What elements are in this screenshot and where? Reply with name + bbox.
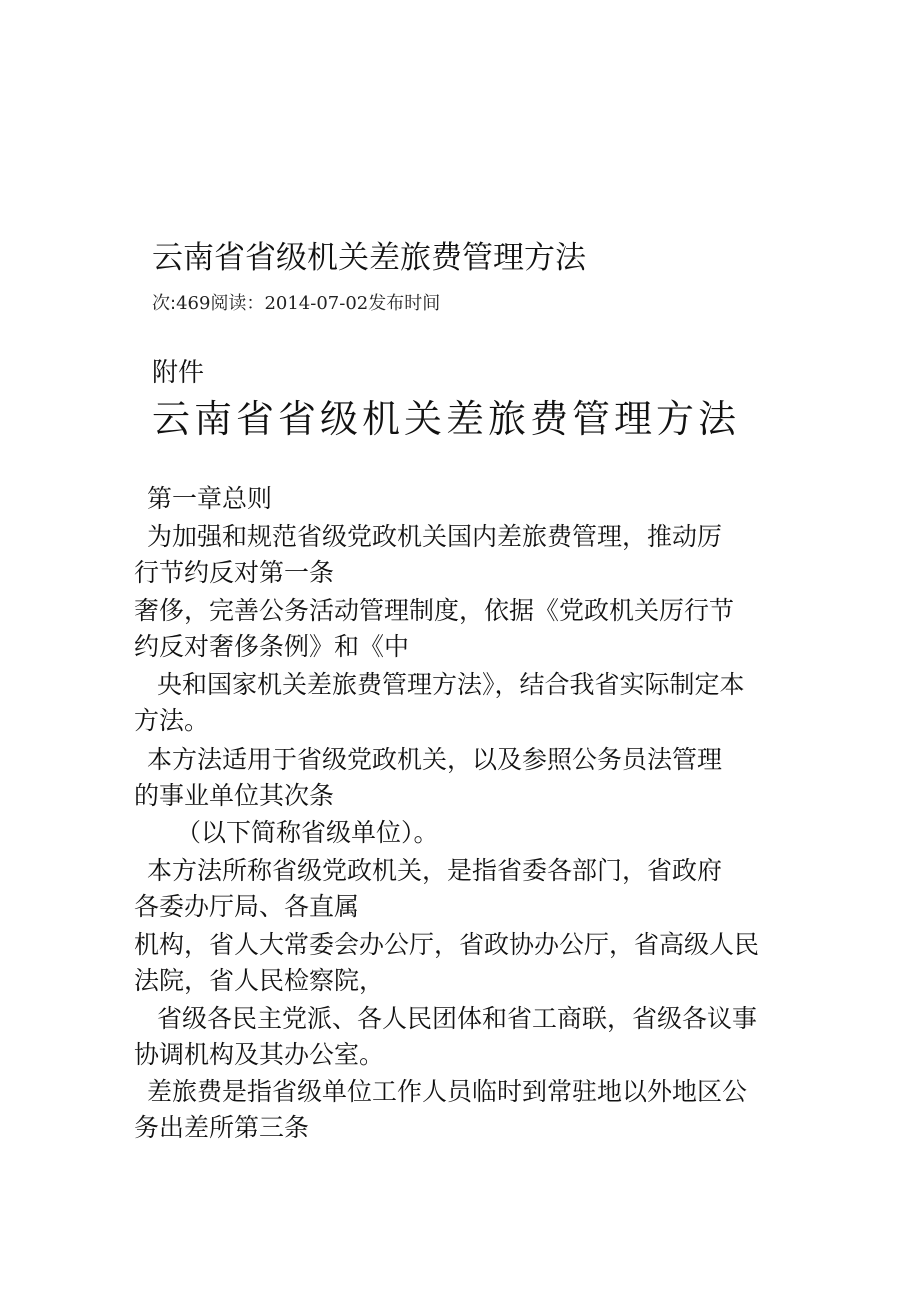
- body-line: 本方法适用于省级党政机关，以及参照公务员法管理: [147, 745, 723, 774]
- article-title: 云南省省级机关差旅费管理方法: [152, 240, 586, 276]
- body-line: 各委办厅局、各直属: [134, 892, 360, 921]
- body-line: 约反对奢侈条例》和《中: [134, 632, 410, 661]
- body-line: 协调机构及其办公室。: [134, 1040, 385, 1069]
- body-line: 机构，省人大常委会办公厅，省政协办公厅，省高级人民: [134, 930, 760, 959]
- body-line: 方法。: [134, 706, 210, 735]
- body-line: 务出差所第三条: [134, 1113, 310, 1142]
- publish-date: 2014-07-02: [264, 293, 369, 314]
- body-line: 差旅费是指省级单位工作人员临时到常驻地以外地区公: [147, 1077, 748, 1106]
- body-line: 的事业单位其次条: [134, 781, 335, 810]
- body-line: 央和国家机关差旅费管理方法》，结合我省实际制定本: [157, 670, 745, 699]
- body-line: （以下简称省级单位）。: [176, 818, 439, 847]
- body-line: 本方法所称省级党政机关，是指省委各部门，省政府: [147, 856, 723, 885]
- body-line: 行节约反对第一条: [134, 558, 335, 587]
- body-line: 法院，省人民检察院，: [134, 966, 385, 995]
- view-count: 469: [176, 293, 211, 314]
- document-title: 云南省省级机关差旅费管理方法: [152, 397, 741, 441]
- chapter-heading: 第一章总则: [147, 484, 273, 513]
- attachment-label: 附件: [152, 358, 205, 388]
- body-line: 为加强和规范省级党政机关国内差旅费管理，推动厉: [147, 522, 723, 551]
- meta-read-label: 阅读：: [210, 293, 265, 314]
- body-line: 省级各民主党派、各人民团体和省工商联，省级各议事: [157, 1004, 758, 1033]
- meta-suffix: 发布时间: [368, 293, 441, 314]
- article-meta: [152, 289, 440, 315]
- meta-prefix: 次:: [152, 293, 177, 314]
- body-line: 奢侈，完善公务活动管理制度，依据《党政机关厉行节: [134, 596, 735, 625]
